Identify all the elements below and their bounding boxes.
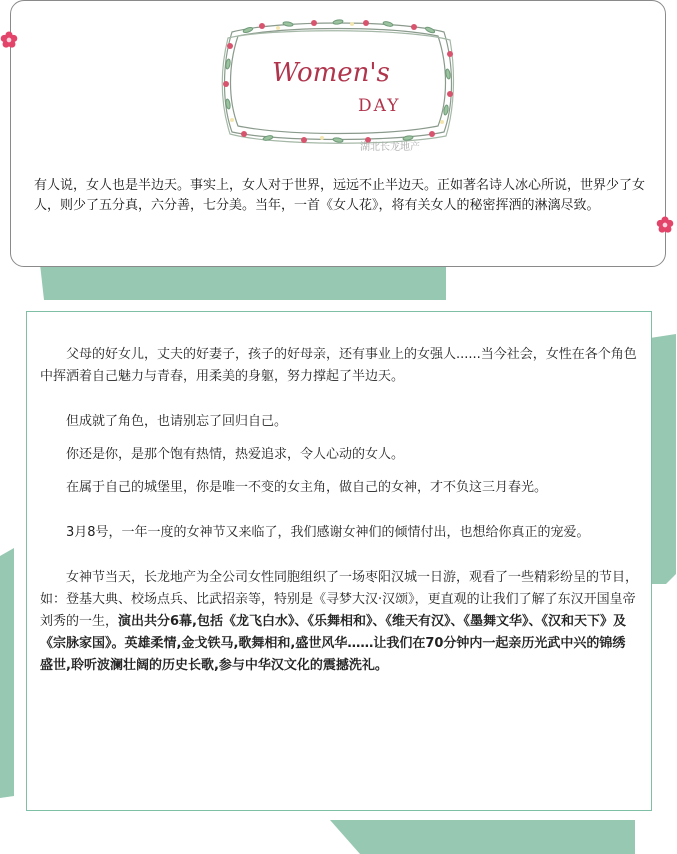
intro-paragraph: 有人说，女人也是半边天。事实上，女人对于世界，远远不止半边天。正如著名诗人冰心所说，世界少了女人，则少了五分真，六分善，七分美。当年，一首《女人花》，将有关女人的秘密挥洒的淋漓尽致。 — [34, 178, 646, 213]
event-description: 女神节当天，长龙地产为全公司女性同胞组织了一场枣阳汉城一日游，观看了一些精彩纷呈的节目，如：登基大典、校场点兵、比武招亲等，特别是《寻梦大汉·汉颂》，更直观的让我们了解了东汉开国皇帝刘秀的一生， — [40, 570, 639, 629]
banner-word: Women's — [272, 58, 390, 88]
paragraph-castle: 在属于自己的城堡里，你是唯一不变的女主角，做自己的女神，才不负这三月春光。 — [66, 480, 548, 495]
paragraph-roles: 父母的好女儿，丈夫的好妻子，孩子的好母亲，还有事业上的女强人......当今社会，女性在各个角色中挥洒着自己魅力与青春，用柔美的身躯，努力撑起了半边天。 — [40, 347, 637, 384]
flower-icon — [656, 216, 674, 234]
paragraph-event — [40, 567, 638, 677]
paragraph-return-self: 但成就了角色，也请别忘了回归自己。 — [66, 414, 288, 429]
green-strip-bottom — [330, 820, 650, 854]
banner-day: DAY — [358, 96, 401, 116]
green-strip-top — [36, 264, 456, 304]
paragraph-march-8: 3月8号，一年一度的女神节又来临了，我们感谢女神们的倾情付出，也想给你真正的宠爱。 — [66, 525, 590, 540]
paragraph-passion: 你还是你，是那个饱有热情，热爱追求，令人心动的女人。 — [66, 447, 405, 462]
event-performance: 演出共分6幕,包括《龙飞白水》、《乐舞相和》、《维天有汉》、《墨舞文华》、《汉和天下》及《宗脉家国》。英雄柔情,金戈铁马,歌舞相和,盛世风华……让我们在70分钟内一起亲历光武中兴的锦绣盛世,聆听波澜壮阔的历史长歌,参与中华汉文化的震撼洗礼。 — [40, 614, 627, 673]
womens-day-banner — [218, 14, 458, 146]
main-article — [40, 344, 638, 677]
watermark-text: 湖北长龙地产 — [360, 142, 420, 153]
flower-icon — [0, 31, 18, 49]
